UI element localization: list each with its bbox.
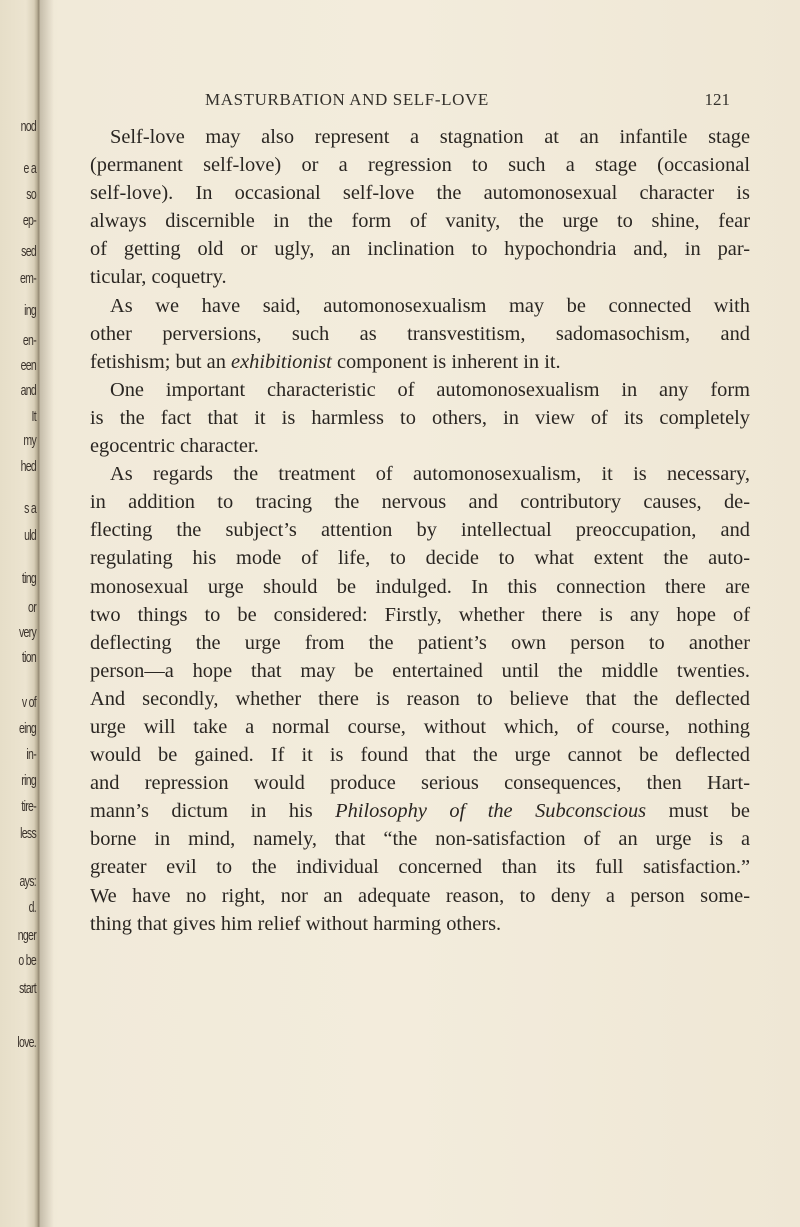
text-segment: always discernible in the form of vanity, the urge to shine, fear xyxy=(90,210,750,233)
facing-page-fragment: uld xyxy=(24,527,36,544)
text-segment: urge will take a normal course, without which, of course, nothing xyxy=(90,715,750,738)
text-segment: mann’s dictum in his xyxy=(90,800,336,823)
text-segment: self-love). In occasional self-love the automonosexual character is xyxy=(90,182,750,205)
facing-page-fragment: sed xyxy=(21,243,36,260)
text-line xyxy=(90,573,750,601)
facing-page-fragment: d. xyxy=(28,899,36,916)
text-line xyxy=(90,488,750,516)
text-segment: and repression would produce serious consequences, then Hart- xyxy=(90,772,750,795)
text-line xyxy=(90,544,750,572)
facing-page-fragment: ring xyxy=(21,772,36,789)
facing-page-fragment: en- xyxy=(22,332,36,349)
text-segment: deflecting the urge from the patient’s own person to another xyxy=(90,631,750,654)
facing-page-fragment: and xyxy=(20,382,36,399)
text-line xyxy=(90,741,750,769)
text-line xyxy=(90,685,750,713)
text-line xyxy=(90,376,750,404)
text-line xyxy=(90,179,750,207)
text-line xyxy=(90,432,750,460)
text-segment: Self-love may also represent a stagnation at an infantile stage xyxy=(110,126,750,148)
text-line xyxy=(90,797,750,825)
text-segment: As regards the treatment of automonosexualism, it is necessary, xyxy=(110,463,750,486)
facing-page-fragment: It xyxy=(31,408,36,425)
gutter-shadow xyxy=(40,0,54,1227)
text-segment: is the fact that it is harmless to others, in view of its completely xyxy=(90,406,750,429)
facing-page-fragment: very xyxy=(18,624,36,641)
paragraph xyxy=(90,292,750,376)
facing-page-fragment: in- xyxy=(26,746,36,763)
facing-page-fragment: so xyxy=(26,186,36,203)
text-segment: And secondly, whether there is reason to believe that the deflected xyxy=(90,687,750,710)
text-line xyxy=(90,123,750,151)
text-segment: As we have said, automonosexualism may be connected with xyxy=(110,294,750,317)
text-segment: ticular, coquetry. xyxy=(90,266,227,289)
paragraph xyxy=(90,376,750,460)
italic-text: exhibitionist xyxy=(231,350,332,373)
facing-page-edge xyxy=(0,0,40,1227)
facing-page-fragment: e a xyxy=(23,160,36,177)
text-line xyxy=(90,320,750,348)
text-segment: greater evil to the individual concerned than its full satisfaction.” xyxy=(90,856,750,879)
facing-page-fragment: tire- xyxy=(21,798,36,815)
text-line xyxy=(90,235,750,263)
facing-page-fragment: my xyxy=(23,432,36,449)
text-segment: egocentric character. xyxy=(90,435,259,458)
text-segment: regulating his mode of life, to decide to what extent the auto- xyxy=(90,547,750,570)
paragraph xyxy=(90,123,750,292)
facing-page-fragment: eing xyxy=(18,720,36,737)
text-line xyxy=(90,657,750,685)
facing-page-fragment: start xyxy=(19,980,36,997)
facing-page-fragment: hed xyxy=(20,458,36,475)
text-segment: component is inherent in it. xyxy=(331,350,561,373)
text-line xyxy=(90,292,750,320)
text-line xyxy=(90,853,750,881)
text-line xyxy=(90,825,750,853)
facing-page-fragment: nger xyxy=(17,927,36,944)
facing-page-fragment: ep- xyxy=(22,212,36,229)
facing-page-fragment: or xyxy=(28,599,36,616)
text-segment: two things to be considered: Firstly, whether there is any hope of xyxy=(90,603,750,626)
text-segment: We have no right, nor an adequate reason, to deny a person some- xyxy=(90,884,750,907)
text-line xyxy=(90,516,750,544)
facing-page-fragment: o be xyxy=(18,952,36,969)
text-segment: monosexual urge should be indulged. In this connection there are xyxy=(90,575,750,598)
text-segment: person—a hope that may be entertained until the middle twenties. xyxy=(90,659,750,682)
facing-page-fragment: s a xyxy=(24,500,36,517)
text-segment: One important characteristic of automonosexualism in any form xyxy=(110,378,750,401)
text-line xyxy=(90,629,750,657)
text-segment: (permanent self-love) or a regression to such a stage (occasional xyxy=(90,154,750,177)
facing-page-fragment: ing xyxy=(24,302,36,319)
text-segment: other perversions, such as transvestitism, sadomasochism, and xyxy=(90,322,750,345)
italic-text: Philosophy of the Subconscious xyxy=(335,800,647,823)
text-segment: fetishism; but an xyxy=(90,350,232,373)
text-line xyxy=(90,151,750,179)
text-line xyxy=(90,882,750,910)
text-segment: of getting old or ugly, an inclination to hypochondria and, in par- xyxy=(90,238,750,261)
facing-page-fragment: ays: xyxy=(19,873,36,890)
facing-page-fragment: love. xyxy=(17,1034,36,1051)
text-line xyxy=(90,601,750,629)
facing-page-fragment: een xyxy=(20,357,36,374)
facing-page-fragment: less xyxy=(20,825,36,842)
body-text xyxy=(90,123,750,938)
paragraph xyxy=(90,460,750,938)
facing-page-fragment: nod xyxy=(20,118,36,135)
text-line xyxy=(90,207,750,235)
text-segment: would be gained. If it is found that the urge cannot be deflected xyxy=(90,744,750,767)
facing-page-fragment: em- xyxy=(20,270,36,287)
text-line xyxy=(90,769,750,797)
text-line xyxy=(90,910,750,938)
text-segment: in addition to tracing the nervous and contributory causes, de- xyxy=(90,491,750,514)
text-segment: thing that gives him relief without harming others. xyxy=(90,912,502,935)
text-line xyxy=(90,460,750,488)
facing-page-fragment: ting xyxy=(21,570,36,587)
page-number: 121 xyxy=(704,90,730,109)
text-line xyxy=(90,348,750,376)
text-segment: borne in mind, namely, that “the non-satisfaction of an urge is a xyxy=(90,828,750,851)
text-segment: must be xyxy=(646,800,750,823)
facing-page-fragment: tion xyxy=(21,649,36,666)
text-segment: flecting the subject’s attention by intellectual preoccupation, and xyxy=(90,519,750,542)
running-head-title: MASTURBATION AND SELF-LOVE xyxy=(205,90,489,109)
text-line xyxy=(90,404,750,432)
text-line xyxy=(90,263,750,291)
text-line xyxy=(90,713,750,741)
facing-page-fragment: v of xyxy=(21,694,36,711)
